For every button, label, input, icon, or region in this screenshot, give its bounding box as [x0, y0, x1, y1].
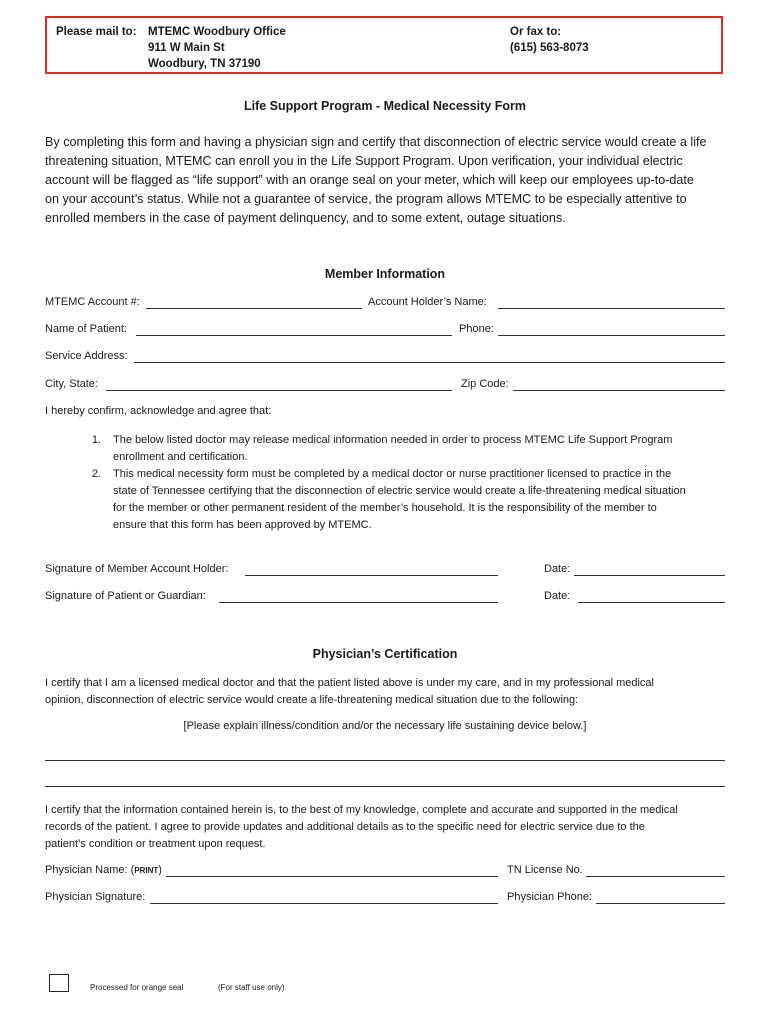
paragraph-line: I certify that the information contained herein is, to the best of my knowledge, complete and accurate and supported in the medical: [45, 804, 678, 816]
list-line: The below listed doctor may release medical information needed in order to process MTEMC Life Support Program: [113, 434, 673, 446]
patient-date-field[interactable]: [578, 602, 725, 603]
patient-name-label: Name of Patient:: [45, 323, 127, 335]
orange-seal-checkbox[interactable]: [49, 974, 69, 992]
physician-name-text: Physician Name: (: [45, 864, 135, 876]
print-note: PRINT: [134, 866, 159, 875]
account-holder-label: Account Holder’s Name:: [368, 296, 487, 308]
holder-date-label: Date:: [544, 563, 571, 575]
zip-code-label: Zip Code:: [461, 378, 509, 390]
holder-signature-label: Signature of Member Account Holder:: [45, 563, 229, 575]
paragraph-line: records of the patient. I agree to provide updates and additional details as to the specific need for electric service due to the: [45, 821, 645, 833]
paragraph-line: I certify that I am a licensed medical doctor and that the patient listed above is under my care, and in my professional medical: [45, 677, 654, 689]
list-line: This medical necessity form must be completed by a medical doctor or nurse practitioner licensed to practice in the: [113, 468, 672, 480]
physician-heading: Physician’s Certification: [312, 647, 458, 661]
physician-phone-field[interactable]: [596, 903, 725, 904]
intro-line: on your account’s status. While not a guarantee of service, the program allows MTEMC to be especially attentive to: [45, 192, 687, 206]
holder-signature-field[interactable]: [245, 575, 498, 576]
fax-number: (615) 563-8073: [510, 42, 589, 54]
patient-signature-label: Signature of Patient or Guardian:: [45, 590, 206, 602]
mail-label: Please mail to:: [56, 26, 137, 38]
physician-signature-label: Physician Signature:: [45, 891, 146, 903]
mail-city: Woodbury, TN 37190: [148, 58, 261, 70]
physician-name-field[interactable]: [166, 876, 498, 877]
condition-line-1[interactable]: [45, 760, 725, 761]
processed-label: Processed for orange seal: [90, 983, 184, 992]
physician-phone-label: Physician Phone:: [507, 891, 592, 903]
list-line: enrollment and certification.: [113, 451, 248, 463]
phone-label: Phone:: [459, 323, 494, 335]
account-holder-field[interactable]: [498, 308, 725, 309]
intro-line: threatening situation, MTEMC can enroll you in the Life Support Program. Upon verification, your individual electric: [45, 154, 683, 168]
list-item: [45, 432, 735, 466]
city-state-label: City, State:: [45, 378, 98, 390]
confirm-statement: I hereby confirm, acknowledge and agree that:: [45, 405, 272, 417]
agreement-list: [45, 432, 735, 534]
city-state-field[interactable]: [106, 390, 452, 391]
condition-line-2[interactable]: [45, 786, 725, 787]
paragraph-line: opinion, disconnection of electric service would create a life-threatening medical situation due to the following:: [45, 694, 579, 706]
patient-name-field[interactable]: [136, 335, 452, 336]
physician-name-label: [45, 864, 162, 876]
patient-date-label: Date:: [544, 590, 571, 602]
patient-signature-field[interactable]: [219, 602, 498, 603]
member-info-heading: Member Information: [324, 267, 446, 281]
holder-date-field[interactable]: [574, 575, 725, 576]
fax-label: Or fax to:: [510, 26, 562, 38]
intro-line: account will be flagged as “life support” with an orange seal on your meter, which will keep our employees up-to-date: [45, 173, 694, 187]
physician-name-close: ): [158, 864, 162, 876]
form-title: Life Support Program - Medical Necessity Form: [243, 99, 526, 113]
list-number: 1.: [91, 434, 101, 446]
service-address-label: Service Address:: [45, 350, 128, 362]
intro-line: By completing this form and having a physician sign and certify that disconnection of electric service would create a life: [45, 135, 707, 149]
list-line: ensure that this form has been approved by MTEMC.: [113, 519, 372, 531]
license-field[interactable]: [586, 876, 725, 877]
service-address-field[interactable]: [134, 362, 725, 363]
list-number: 2.: [91, 468, 101, 480]
physician-certify-paragraph: [45, 675, 735, 709]
intro-paragraph: [45, 133, 735, 228]
zip-code-field[interactable]: [513, 390, 725, 391]
intro-line: enrolled members in the case of payment delinquency, and to some extent, outage situations.: [45, 211, 566, 225]
explain-instruction: [Please explain illness/condition and/or the necessary life sustaining device below.]: [183, 720, 587, 732]
accuracy-paragraph: [45, 802, 735, 853]
account-number-label: MTEMC Account #:: [45, 296, 140, 308]
staff-use-note: (For staff use only): [218, 983, 285, 992]
list-line: state of Tennessee certifying that the disconnection of electric service would create a life-threatening medical situation: [113, 485, 686, 497]
paragraph-line: patient’s condition or treatment upon request.: [45, 838, 266, 850]
mail-office: MTEMC Woodbury Office: [148, 26, 286, 38]
list-item: [45, 466, 735, 534]
mailing-address-box: [45, 16, 723, 74]
account-number-field[interactable]: [146, 308, 362, 309]
list-line: for the member or other permanent resident of the member’s household. It is the responsibility of the member to: [113, 502, 657, 514]
phone-field[interactable]: [498, 335, 725, 336]
mail-street: 911 W Main St: [148, 42, 225, 54]
license-label: TN License No.: [507, 864, 583, 876]
physician-signature-field[interactable]: [150, 903, 498, 904]
